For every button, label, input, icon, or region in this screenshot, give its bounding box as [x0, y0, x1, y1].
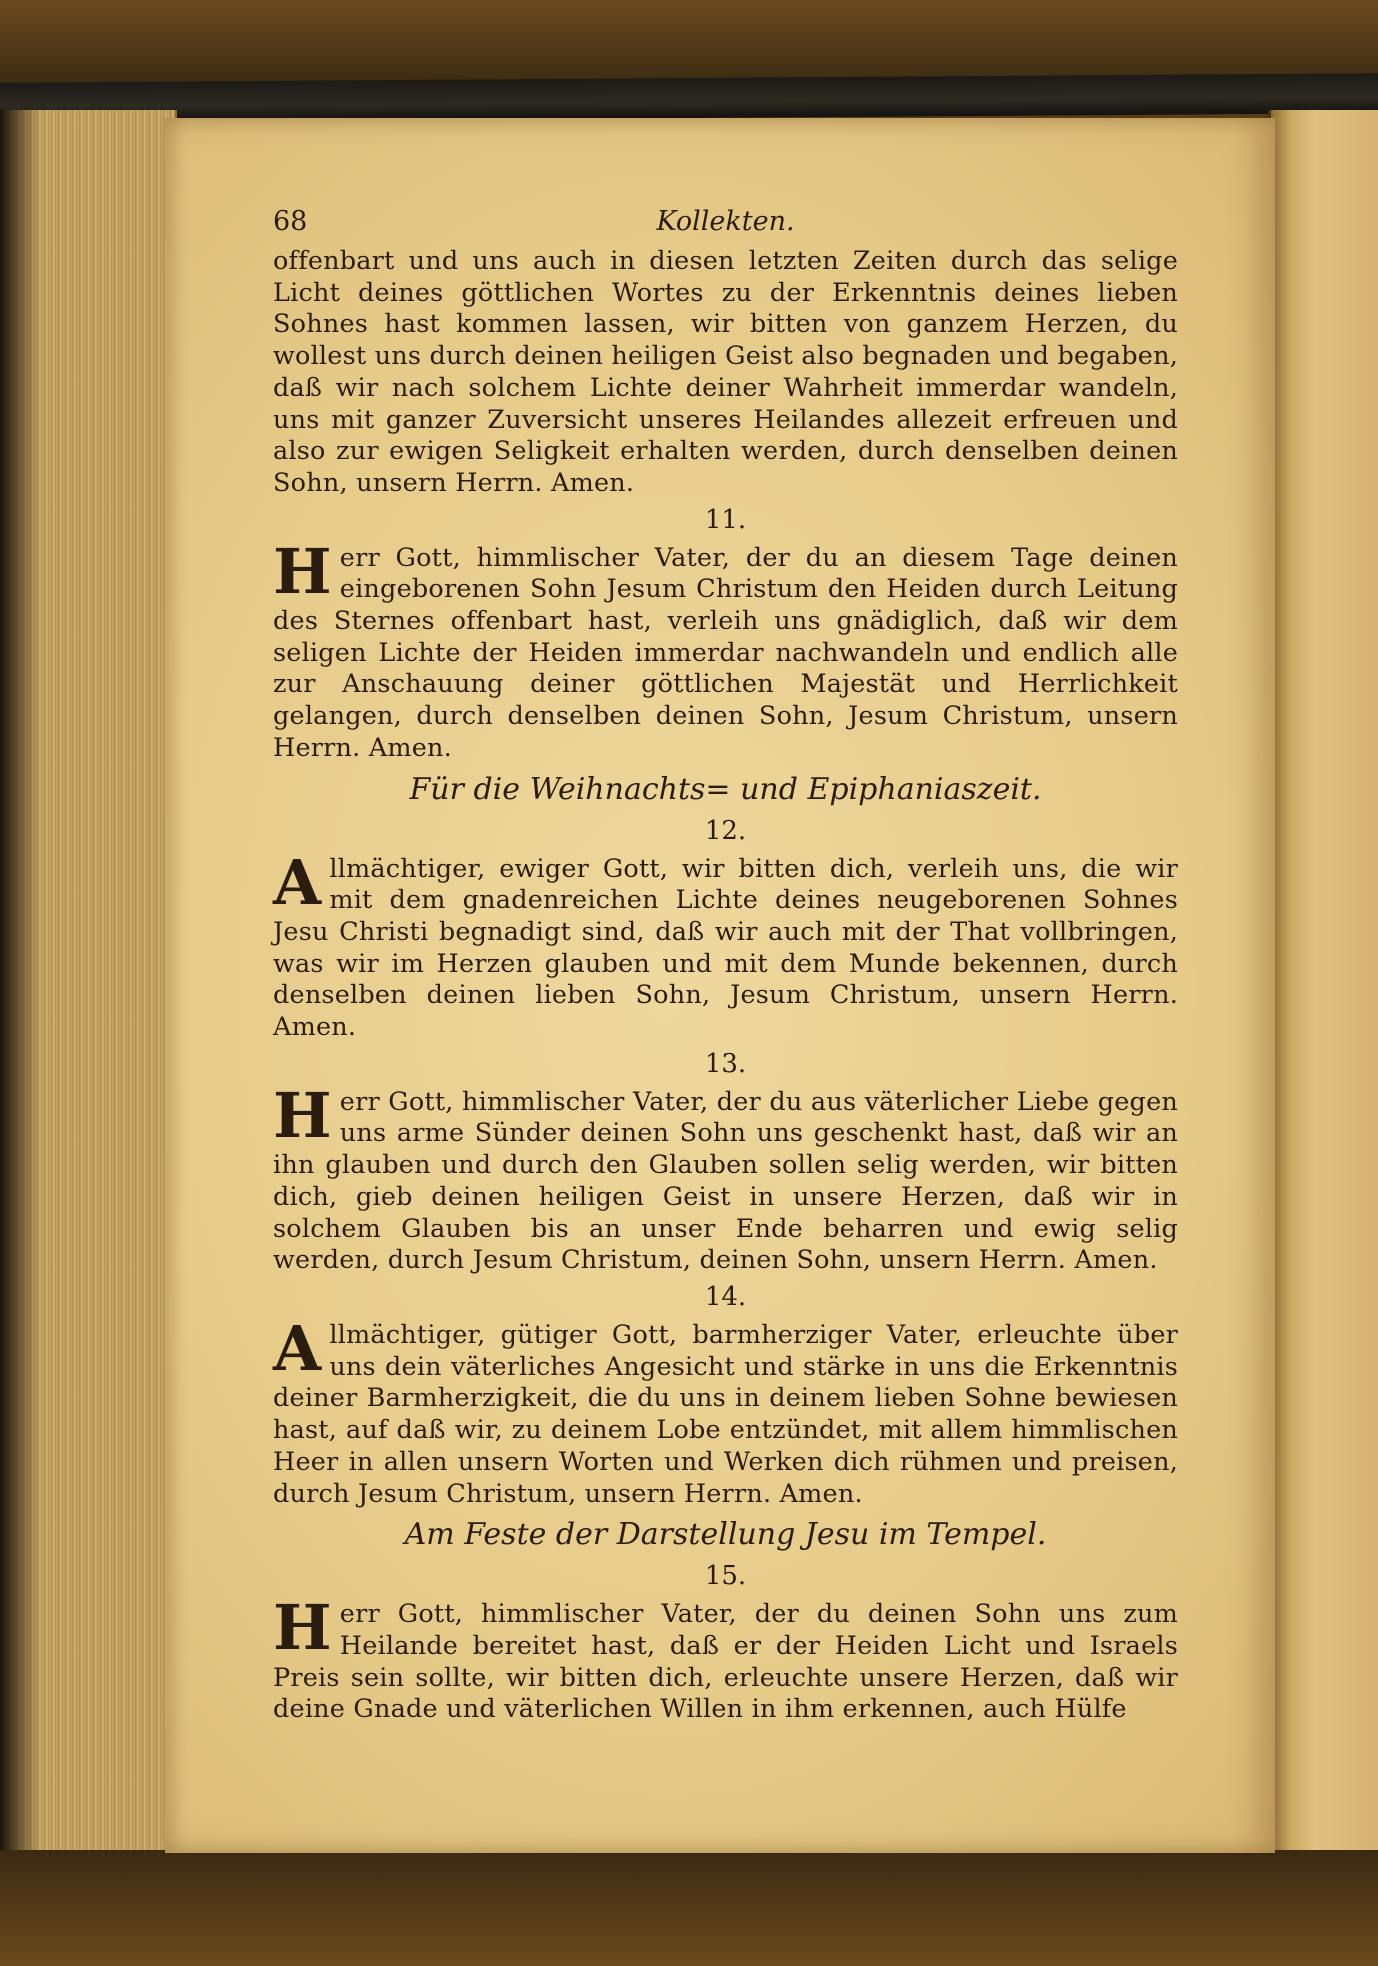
page-content: [273, 200, 1178, 1726]
prayer-12-text: llmächtiger, ewiger Gott, wir bitten dich, verleih uns, die wir mit dem gnadenreichen Lichte deines neugeborenen Sohnes Jesu Christi begnadigt sind, daß wir auch mit der That vollbringen, was wir im Herzen glauben und mit dem Munde bekennen, durch denselben deinen lieben Sohn, Jesum Christum, unsern Herrn. Amen.: [273, 853, 1178, 1043]
prayer-11: [273, 534, 1178, 765]
prayer-13-text: err Gott, himmlischer Vater, der du aus väterlicher Liebe gegen uns arme Sünder deinen Sohn uns geschenkt hast, daß wir an ihn glauben und durch den Glauben sollen selig werden, wir bitten dich, gieb deinen heiligen Geist in unsere Herzen, daß wir in solchem Glauben bis an unser Ende beharren und ewig selig werden, durch Jesum Christum, deinen Sohn, unsern Herrn. Amen.: [273, 1086, 1178, 1276]
prayer-number-15: 15.: [704, 1561, 747, 1592]
prayer-14: [273, 1311, 1178, 1510]
prayer-number-13: 13.: [704, 1048, 747, 1079]
prayer-number-11: 11.: [704, 504, 747, 535]
prayer-11-text: err Gott, himmlischer Vater, der du an diesem Tage deinen eingeborenen Sohn Jesum Christum den Heiden durch Leitung des Sternes offenbart hast, verleih uns gnädiglich, daß wir dem seligen Lichte der Heiden immerdar nachwandeln und endlich alle zur Anschauung deiner göttlichen Majestät und Herrlichkeit gelangen, durch denselben deinen Sohn, Jesum Christum, unsern Herrn. Amen.: [273, 542, 1178, 763]
prayer-13: [273, 1078, 1178, 1277]
section-heading-christmas: Für die Weihnachts= und Epiphaniaszeit.: [409, 771, 1042, 807]
stack-shadow: [0, 110, 40, 1870]
prayer-12: [273, 845, 1178, 1044]
running-title: Kollekten.: [656, 206, 795, 237]
prayer-number-14: 14.: [704, 1281, 747, 1312]
continuation-paragraph: offenbart und uns auch in diesen letzten Zeiten durch das selige Licht deines göttlichen Wortes zu der Erkenntnis deines lieben Sohnes hast kommen lassen, wir bitten von ganzem Herzen, du wollest uns durch deinen heiligen Geist also begnaden und begaben, daß wir nach solchem Lichte deiner Wahrheit immerdar wandeln, uns mit ganzer Zuversicht unseres Heilandes allezeit erfreuen und also zur ewigen Seligkeit erhalten werden, durch denselben deinen Sohn, unsern Herrn. Amen.: [273, 246, 1178, 498]
drop-cap-12: A: [273, 845, 322, 919]
drop-cap-13: H: [273, 1078, 332, 1152]
drop-cap-15: H: [273, 1591, 332, 1665]
page-header: [273, 200, 1178, 246]
facing-page-edge: [1268, 110, 1378, 1850]
prayer-15: [273, 1591, 1178, 1726]
drop-cap-11: H: [273, 534, 332, 608]
prayer-14-text: llmächtiger, gütiger Gott, barmherziger Vater, erleuchte über uns dein väterliches Angesicht und stärke in uns die Erkenntnis deiner Barmherzigkeit, die du uns in deinem lieben Sohne bewiesen hast, auf daß wir, zu deinem Lobe entzündet, mit allem himmlischen Heer in allen unsern Worten und Werken dich rühmen und preisen, durch Jesum Christum, unsern Herrn. Amen.: [273, 1319, 1178, 1509]
prayer-number-12: 12.: [704, 815, 747, 846]
page-number: 68: [273, 206, 308, 237]
section-heading-presentation: Am Feste der Darstellung Jesu im Tempel.: [404, 1517, 1047, 1553]
book-cover-bottom: [0, 1850, 1378, 1966]
prayer-15-text: err Gott, himmlischer Vater, der du deinen Sohn uns zum Heilande bereitet hast, daß er der Heiden Licht und Israels Preis sein sollte, wir bitten dich, erleuchte unsere Herzen, daß wir deine Gnade und väterlichen Willen in ihm erkennen, auch Hülfe: [273, 1599, 1178, 1725]
cover-edge: [0, 73, 1378, 123]
drop-cap-14: A: [273, 1311, 322, 1385]
